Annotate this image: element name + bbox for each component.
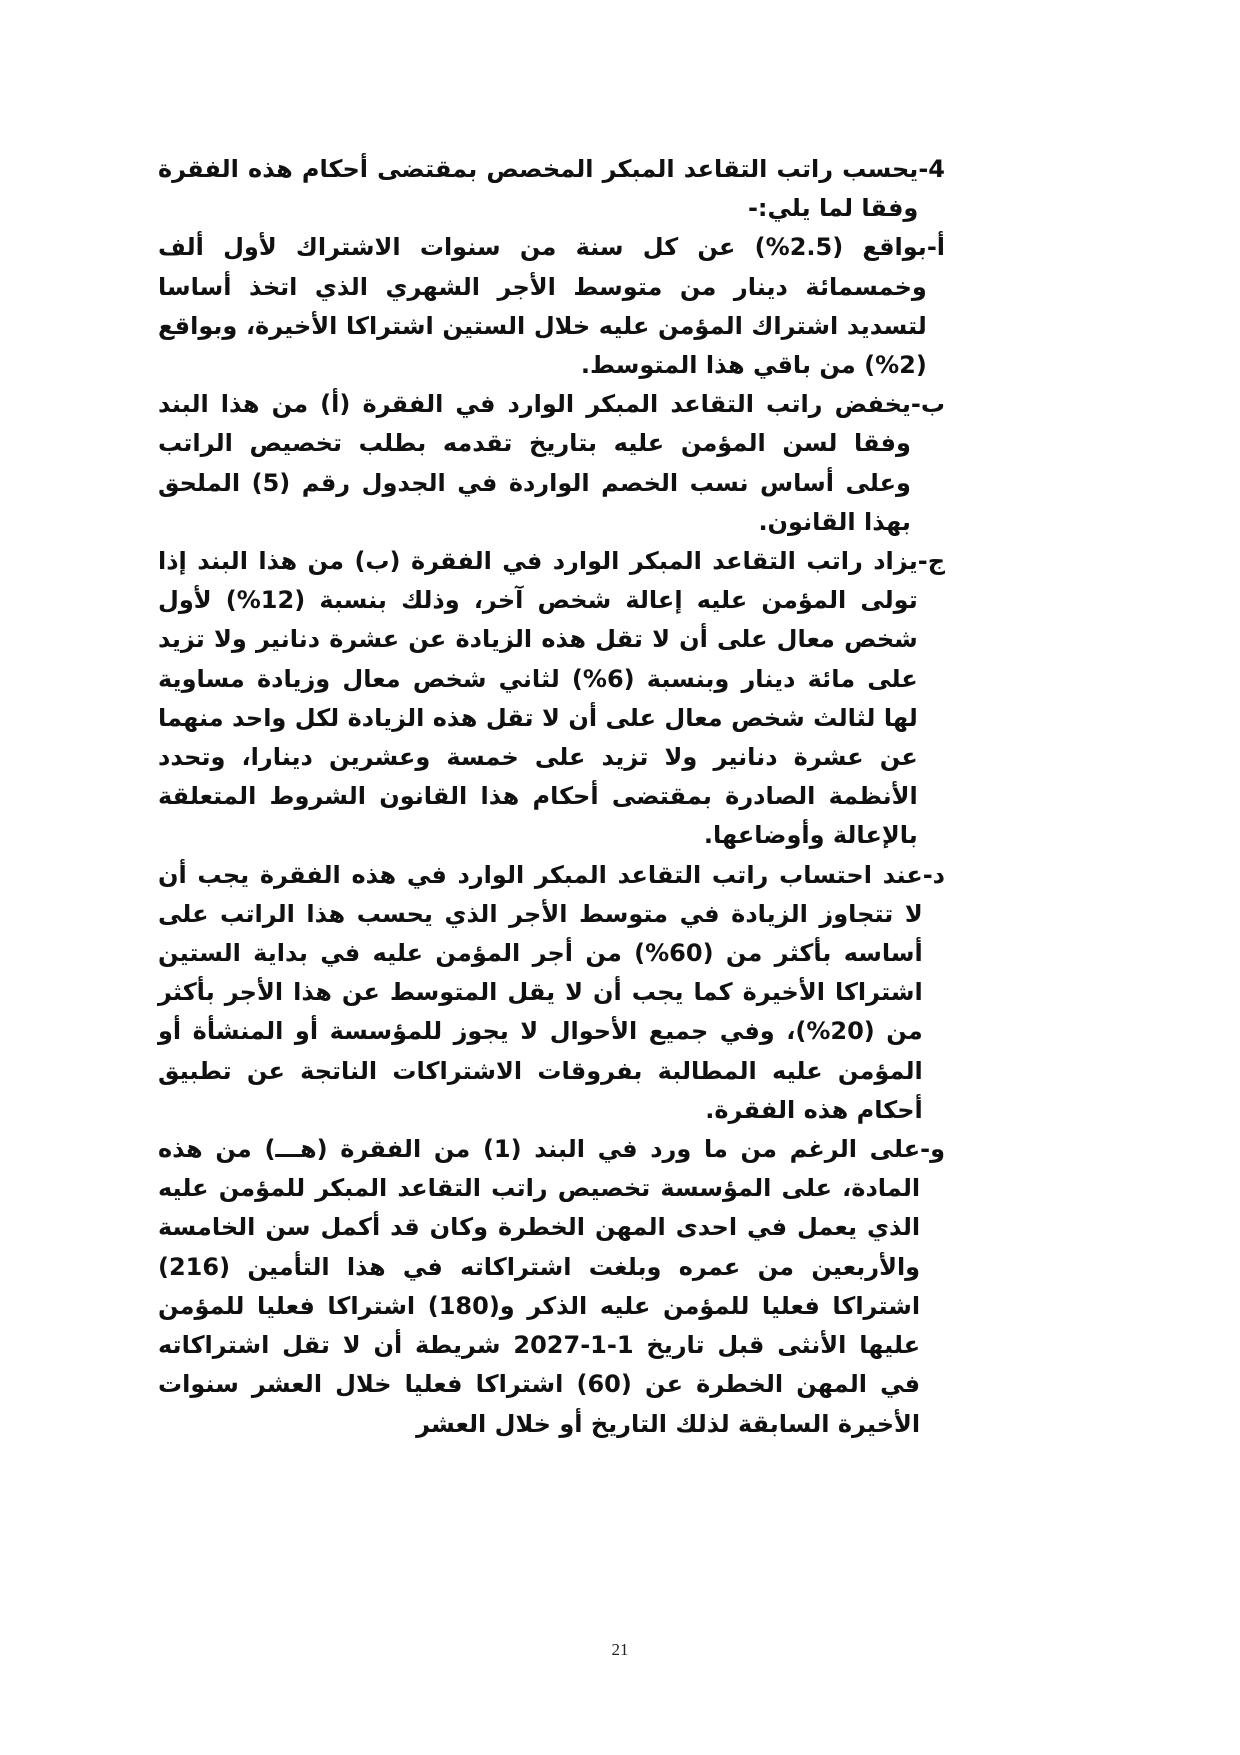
page-number: 21 (611, 1640, 629, 1659)
sub-clause-b (158, 385, 945, 542)
clause-4-marker: 4- (918, 155, 945, 183)
article-body (158, 150, 945, 1444)
sub-clause-f-text: على الرغم من ما ورد في البند (1) من الفقرة (هـــ) من هذه المادة، على المؤسسة تخصيص راتب التقاعد المبكر للمؤمن عليه الذي يعمل في احدى المهن الخطرة وكان قد أكمل سن الخامسة والأربعين من عمره وبلغت اشتراكاته في هذا التأمين (216) اشتراكا فعليا للمؤمن عليه الذكر و(180) اشتراكا فعليا للمؤمن عليها الأنثى قبل تاريخ 1-1-2027 شريطة أن لا تقل اشتراكاته في المهن الخطرة عن (60) اشتراكا فعليا خلال العشر سنوات الأخيرة السابقة لذلك التاريخ أو خلال العشر (158, 1135, 921, 1438)
sub-clause-a-marker: أ- (926, 233, 945, 262)
sub-clause-f-marker: و- (920, 1135, 945, 1164)
clause-4 (158, 150, 945, 228)
sub-clause-c-marker: ج- (917, 547, 945, 576)
sub-clause-d-text: عند احتساب راتب التقاعد المبكر الوارد في هذه الفقرة يجب أن لا تتجاوز الزيادة في متوسط الأجر الذي يحسب هذا الراتب على أساسه بأكثر من (60%) من أجر المؤمن عليه في بداية الستين اشتراكا الأخيرة كما يجب أن لا يقل المتوسط عن هذا الأجر بأكثر من (20%)، وفي جميع الأحوال لا يجوز للمؤسسة أو المنشأة أو المؤمن عليه المطالبة بفروقات الاشتراكات الناتجة عن تطبيق أحكام هذه الفقرة. (158, 860, 923, 1124)
sub-clause-b-text: يخفض راتب التقاعد المبكر الوارد في الفقرة (أ) من هذا البند وفقا لسن المؤمن عليه بتاريخ تقدمه بطلب تخصيص الراتب وعلى أساس نسب الخصم الواردة في الجدول رقم (5) الملحق بهذا القانون. (158, 390, 911, 536)
sub-clause-a-text: بواقع (2.5%) عن كل سنة من سنوات الاشتراك لأول ألف وخمسمائة دينار من متوسط الأجر الشهري الذي اتخذ أساسا لتسديد اشتراك المؤمن عليه خلال الستين اشتراكا الأخيرة، وبواقع (2%) من باقي هذا المتوسط. (158, 233, 927, 380)
sub-clause-f (158, 1130, 945, 1444)
sub-clause-d-marker: د- (922, 860, 945, 889)
sub-clause-d (158, 856, 945, 1130)
sub-clause-b-marker: ب- (910, 390, 945, 419)
sub-clause-c-text: يزاد راتب التقاعد المبكر الوارد في الفقرة (ب) من هذا البند إذا تولى المؤمن عليه إعالة شخص آخر، وذلك بنسبة (12%) لأول شخص معال على أن لا تقل هذه الزيادة عن عشرة دنانير ولا تزيد على مائة دينار وبنسبة (6%) لثاني شخص معال وزيادة مساوية لها لثالث شخص معال على أن لا تقل هذه الزيادة لكل واحد منهما عن عشرة دنانير ولا تزيد على خمسة وعشرين دينارا، وتحدد الأنظمة الصادرة بمقتضى أحكام هذا القانون الشروط المتعلقة بالإعالة وأوضاعها. (158, 547, 918, 850)
clause-4-text: يحسب راتب التقاعد المبكر المخصص بمقتضى أحكام هذه الفقرة وفقا لما يلي:- (158, 155, 919, 223)
sub-clause-a (158, 228, 945, 385)
sub-clause-c (158, 542, 945, 856)
